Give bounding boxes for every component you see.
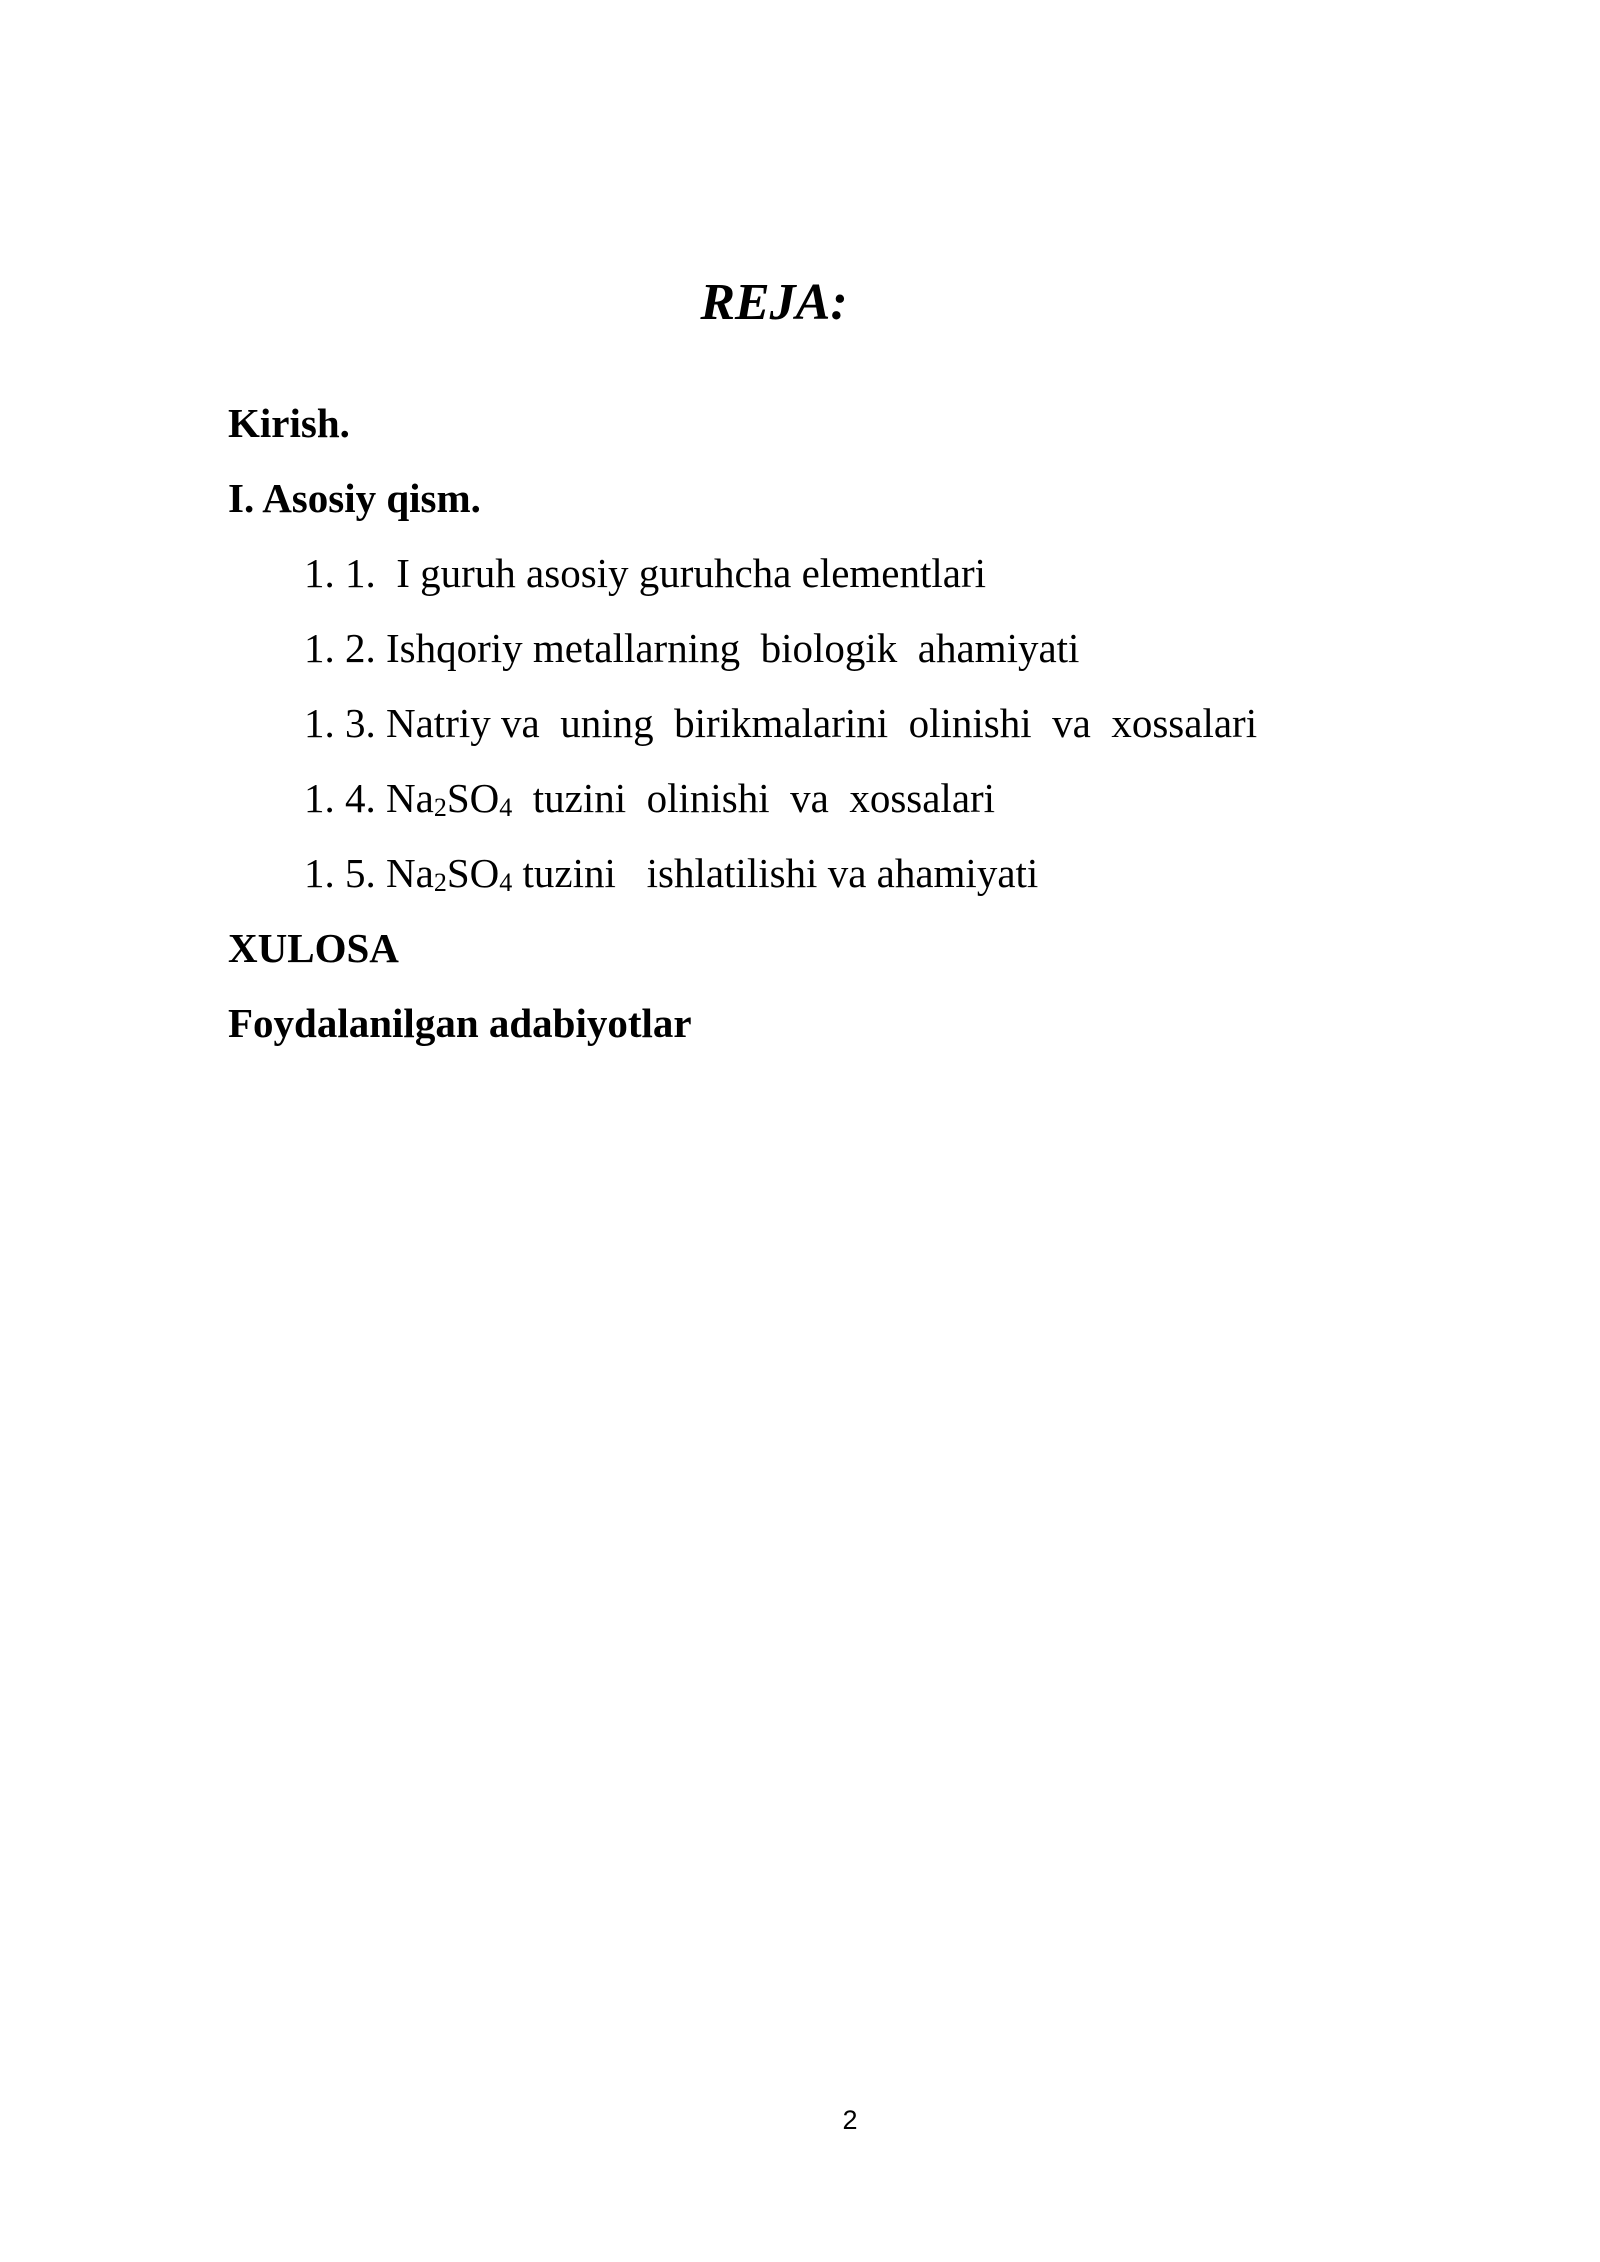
- toc-item-1-4-subscript-2: 2: [433, 793, 447, 822]
- toc-item-1-4-prefix: 1. 4. Na: [304, 775, 434, 821]
- toc-item-1-4-suffix: tuzini olinishi va xossalari: [512, 775, 996, 821]
- toc-item-1-4: [228, 761, 1428, 836]
- toc-item-xulosa: XULOSA: [228, 925, 399, 971]
- toc-item-1-5: [228, 836, 1428, 911]
- toc-item-1-2: 1. 2. Ishqoriy metallarning biologik ahamiyati: [304, 625, 1080, 671]
- toc-item-adabiyotlar: Foydalanilgan adabiyotlar: [228, 1000, 692, 1046]
- toc-item-1-5-mid: SO: [446, 850, 500, 896]
- toc-item-1-5-subscript-2: 2: [433, 868, 447, 897]
- toc-item-asosiy-qism: I. Asosiy qism.: [228, 475, 481, 521]
- page-title: REJA:: [700, 274, 848, 331]
- toc-item-1-5-subscript-4: 4: [499, 868, 513, 897]
- toc-item-1-5-suffix: tuzini ishlatilishi va ahamiyati: [512, 850, 1039, 896]
- page-number: 2: [842, 2105, 858, 2135]
- table-of-contents: [228, 386, 1428, 1061]
- toc-item-1-1: 1. 1. I guruh asosiy guruhcha elementlari: [304, 550, 987, 596]
- toc-item-1-3: 1. 3. Natriy va uning birikmalarini olinishi va xossalari: [304, 700, 1258, 746]
- toc-item-1-4-mid: SO: [446, 775, 500, 821]
- toc-item-1-5-prefix: 1. 5. Na: [304, 850, 434, 896]
- toc-item-1-4-subscript-4: 4: [499, 793, 513, 822]
- toc-item-kirish: Kirish.: [228, 400, 350, 446]
